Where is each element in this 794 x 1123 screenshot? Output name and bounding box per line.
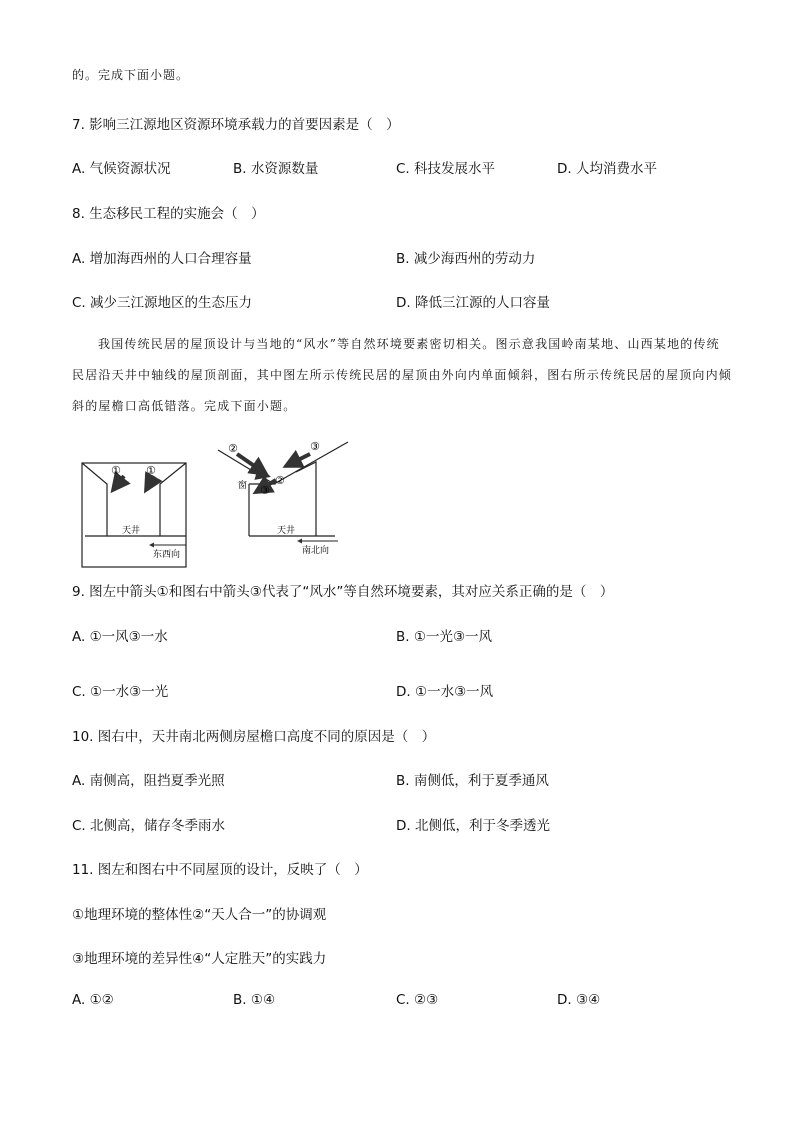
q10-option-a[interactable]: A. 南侧高，阻挡夏季光照 — [72, 773, 225, 789]
question-7-stem: 7. 影响三江源地区资源环境承载力的首要因素是（ ） — [72, 117, 400, 133]
q10-option-c[interactable]: C. 北侧高，储存冬季雨水 — [72, 818, 226, 834]
q11-option-a[interactable]: A. ①② — [72, 992, 114, 1008]
q8-option-b[interactable]: B. 减少海西州的劳动力 — [396, 251, 536, 267]
right-label-2b: ② — [275, 474, 285, 487]
q9-option-d[interactable]: D. ①一水③一风 — [396, 684, 494, 700]
q11-option-d[interactable]: D. ③④ — [557, 992, 601, 1008]
right-courtyard-label: 天井 — [277, 526, 296, 536]
q8-option-a[interactable]: A. 增加海西州的人口合理容量 — [72, 251, 252, 267]
q8-option-c[interactable]: C. 减少三江源地区的生态压力 — [72, 295, 253, 311]
left-arrow-2-icon — [146, 476, 154, 490]
left-arrow-1-icon — [113, 476, 124, 490]
q7-option-d[interactable]: D. 人均消费水平 — [557, 161, 657, 177]
q10-option-b[interactable]: B. 南侧低，利于夏季通风 — [396, 773, 549, 789]
q11-option-c[interactable]: C. ②③ — [396, 992, 439, 1008]
q8-option-d[interactable]: D. 降低三江源的人口容量 — [396, 295, 550, 311]
right-label-2a: ② — [228, 442, 238, 455]
right-window-label: 窗 — [238, 481, 248, 491]
roof-section-figure — [0, 432, 794, 572]
q10-option-d[interactable]: D. 北侧低，利于冬季透光 — [396, 818, 550, 834]
question-11-stem: 11. 图左和图右中不同屋顶的设计，反映了（ ） — [72, 862, 368, 878]
passage: 我国传统民居的屋顶设计与当地的“风水”等自然环境要素密切相关。图示意我国岭南某地、山西某地的传统民居沿天井中轴线的屋顶剖面，其中图左所示传统民居的屋顶由外向内单面倾斜，图右所示传统民居的屋顶向内倾斜的屋檐口高低错落。完成下面小题。 — [72, 337, 733, 413]
q7-option-c[interactable]: C. 科技发展水平 — [396, 161, 496, 177]
q9-option-b[interactable]: B. ①一光③一风 — [396, 629, 493, 645]
left-axis-label: 东西向 — [153, 550, 181, 560]
right-label-3a: ③ — [310, 440, 320, 453]
q11-statement-1: ①地理环境的整体性②“天人合一”的协调观 — [72, 907, 327, 923]
q11-statement-2: ③地理环境的差异性④“人定胜天”的实践力 — [72, 951, 327, 967]
right-label-3b: ③ — [260, 484, 270, 497]
left-label-2: ① — [146, 464, 156, 477]
question-10-stem: 10. 图右中，天井南北两侧房屋檐口高度不同的原因是（ ） — [72, 729, 436, 745]
q7-option-b[interactable]: B. 水资源数量 — [233, 161, 319, 177]
question-9-stem: 9. 图左中箭头①和图右中箭头③代表了“风水”等自然环境要素，其对应关系正确的是（ ） — [72, 584, 614, 600]
q7-option-a[interactable]: A. 气候资源状况 — [72, 161, 171, 177]
q9-option-a[interactable]: A. ①一风③一水 — [72, 629, 168, 645]
right-axis-label: 南北向 — [302, 546, 330, 556]
left-label-1: ① — [111, 464, 121, 477]
q11-option-b[interactable]: B. ①④ — [233, 992, 276, 1008]
right-arrow-3-icon — [286, 454, 310, 466]
q9-option-c[interactable]: C. ①一水③一光 — [72, 684, 169, 700]
question-8-stem: 8. 生态移民工程的实施会（ ） — [72, 206, 265, 222]
left-courtyard-label: 天井 — [122, 526, 141, 536]
intro-tail: 的。完成下面小题。 — [72, 68, 190, 82]
